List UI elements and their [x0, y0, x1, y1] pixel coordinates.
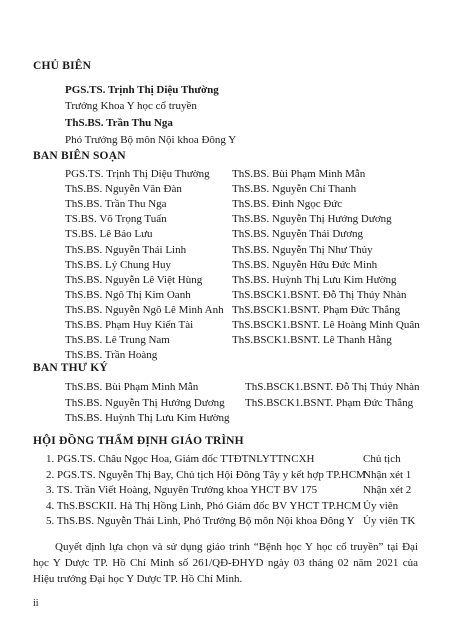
author-item: ThS.BSCK1.BSNT. Lê Hoàng Minh Quân	[232, 319, 420, 331]
committee-role: Chủ tịch	[363, 453, 401, 465]
author-item: ThS.BSCK1.BSNT. Phạm Đức Thắng	[232, 303, 401, 316]
committee-role: Ủy viên	[363, 499, 399, 512]
author-item: ThS.BS. Lê Trung Nam	[65, 334, 170, 347]
author-item: ThS.BSCK1.BSNT. Lê Thanh Hằng	[232, 334, 392, 347]
author-item: ThS.BS. Ngô Thị Kim Oanh	[65, 288, 191, 301]
chu-bien-role-1: Trưởng Khoa Y học cổ truyền	[65, 100, 197, 112]
secretary-item: ThS.BS. Huỳnh Thị Lưu Kim Hường	[65, 412, 230, 424]
author-item: ThS.BS. Nguyễn Thị Như Thủy	[232, 243, 373, 256]
author-item: ThS.BS. Phạm Huy Kiến Tài	[65, 319, 194, 331]
author-item: ThS.BS. Nguyễn Văn Đàn	[65, 183, 182, 196]
committee-role: Nhận xét 2	[363, 484, 412, 496]
ban-bien-soan-heading: BAN BIÊN SOẠN	[33, 150, 126, 162]
secretary-item: ThS.BS. Nguyễn Thị Hướng Dương	[65, 396, 225, 409]
author-item: ThS.BS. Nguyễn Ngô Lê Minh Anh	[65, 303, 224, 316]
secretary-item: ThS.BSCK1.BSNT. Đỗ Thị Thúy Nhàn	[245, 381, 420, 393]
committee-member: 2. PGS.TS. Nguyễn Thị Bay, Chủ tịch Hội Đông Tây y kết hợp TP.HCM	[46, 468, 366, 481]
committee-member: 5. ThS.BS. Nguyễn Thái Linh, Phó Trưởng Bộ môn Nội khoa Đông Y	[46, 515, 355, 527]
committee-member: 1. PGS.TS. Châu Ngọc Hoa, Giám đốc TTĐTNLYTTNCXH	[46, 453, 315, 465]
committee-member: 3. TS. Trần Viết Hoàng, Nguyên Trưởng khoa YHCT BV 175	[46, 484, 318, 496]
author-item: ThS.BS. Đinh Ngọc Đức	[232, 198, 343, 211]
author-item: ThS.BS. Trần Thu Nga	[65, 198, 167, 211]
author-item: ThS.BS. Lý Chung Huy	[65, 258, 172, 271]
author-item: ThS.BS. Bùi Phạm Minh Mẫn	[232, 168, 366, 180]
author-item: ThS.BS. Nguyễn Thị Hướng Dương	[232, 213, 392, 226]
secretary-item: ThS.BS. Bùi Phạm Minh Mẫn	[65, 381, 199, 393]
author-item: ThS.BS. Nguyễn Thái Linh	[65, 243, 187, 256]
hoi-dong-heading: HỘI ĐỒNG THẨM ĐỊNH GIÁO TRÌNH	[33, 435, 244, 447]
author-item: ThS.BS. Nguyễn Hữu Đức Minh	[232, 258, 378, 271]
chu-bien-role-2: Phó Trưởng Bộ môn Nội khoa Đông Y	[65, 134, 237, 146]
author-item: ThS.BS. Trần Hoàng	[65, 349, 158, 362]
committee-member: 4. ThS.BSCKII. Hà Thị Hồng Linh, Phó Giám đốc BV YHCT TP.HCM	[46, 499, 362, 512]
author-item: ThS.BSCK1.BSNT. Đỗ Thị Thúy Nhàn	[232, 288, 407, 301]
author-item: TS.BS. Võ Trọng Tuấn	[65, 213, 167, 226]
chu-bien-heading: CHỦ BIÊN	[33, 60, 92, 72]
chu-bien-name-1: PGS.TS. Trịnh Thị Diệu Thường	[65, 84, 219, 96]
author-item: ThS.BS. Nguyễn Thái Dương	[232, 228, 364, 241]
author-item: PGS.TS. Trịnh Thị Diệu Thường	[65, 168, 210, 180]
ban-thu-ky-heading: BAN THƯ KÝ	[33, 362, 108, 374]
author-item: TS.BS. Lê Bảo Lưu	[65, 228, 153, 241]
decision-paragraph: Quyết định lựa chọn và sử dụng giáo trình “Bệnh học Y học cổ truyền” tại Đại học Y Dược TP. Hồ Chí Minh số 261/QĐ-ĐHYD ngày 03 tháng 02 năm 2021 của Hiệu trưởng Đại học Y Dược TP. Hồ Chí Minh.	[33, 541, 418, 585]
committee-role: Ủy viên TK	[363, 515, 416, 527]
author-item: ThS.BS. Nguyễn Lê Việt Hùng	[65, 273, 203, 286]
chu-bien-name-2: ThS.BS. Trần Thu Nga	[65, 117, 173, 129]
author-item: ThS.BS. Nguyễn Chí Thanh	[232, 183, 357, 196]
secretary-item: ThS.BSCK1.BSNT. Phạm Đức Thắng	[245, 396, 414, 409]
page-number: ii	[33, 598, 39, 609]
author-item: ThS.BS. Huỳnh Thị Lưu Kim Hường	[232, 273, 397, 286]
committee-role: Nhận xét 1	[363, 468, 412, 481]
